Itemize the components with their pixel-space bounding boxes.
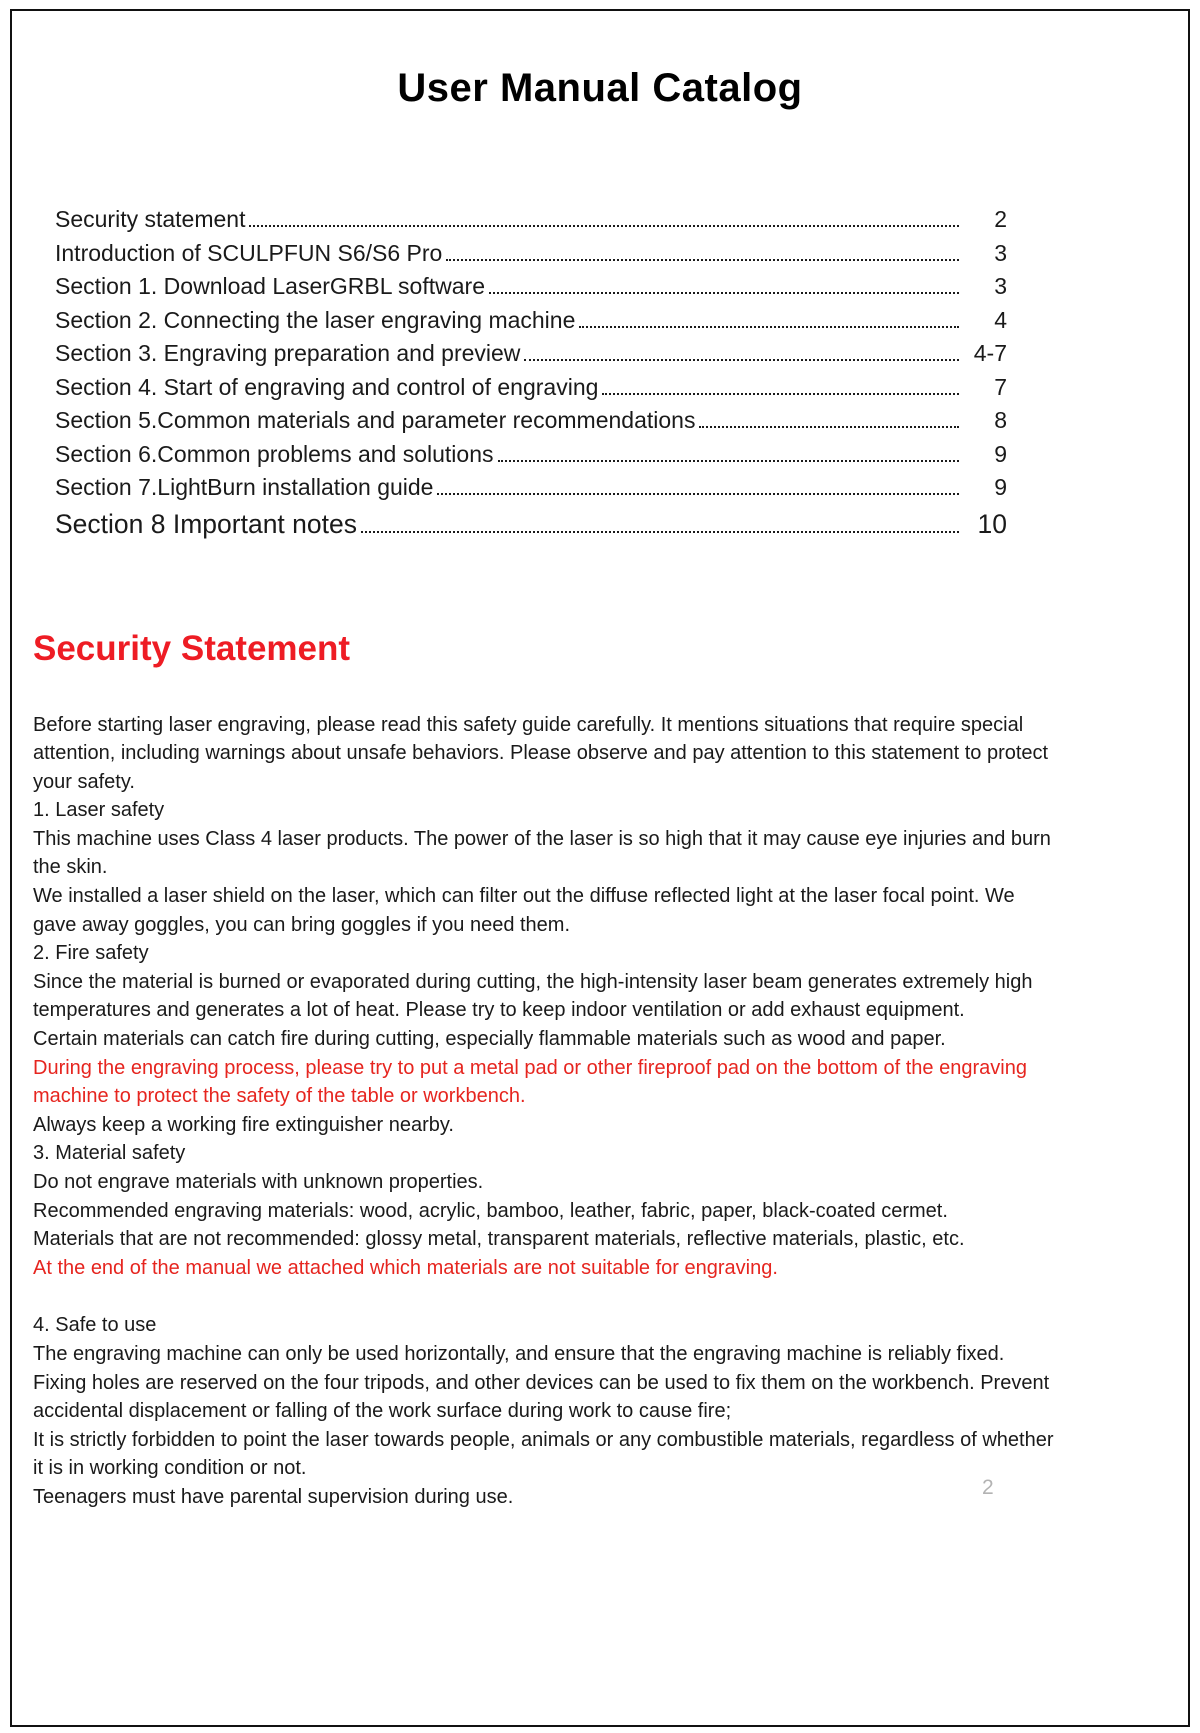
toc-dotted-leader xyxy=(249,225,959,227)
toc-item-label: Section 4. Start of engraving and control of engraving xyxy=(55,373,599,400)
toc-dotted-leader xyxy=(498,460,959,462)
toc-dotted-leader xyxy=(446,259,959,261)
toc-dotted-leader xyxy=(437,493,959,495)
toc-item xyxy=(55,404,1007,438)
paragraph: Certain materials can catch fire during cutting, especially flammable materials such as wood and paper. xyxy=(33,1028,946,1051)
toc-item xyxy=(55,505,1007,543)
toc-dotted-leader xyxy=(579,326,959,328)
toc-item-label: Security statement xyxy=(55,206,246,232)
toc-item xyxy=(55,471,1007,505)
paragraph: Do not engrave materials with unknown properties. xyxy=(33,1171,484,1193)
toc-item-page: 9 xyxy=(994,440,1007,467)
toc-item-page: 9 xyxy=(994,474,1007,500)
paragraph: 2. Fire safety xyxy=(33,942,149,965)
security-statement-heading: Security Statement xyxy=(33,628,351,668)
paragraph: This machine uses Class 4 laser products. The power of the laser is so high that it may cause eye injuries and burn the skin. xyxy=(33,827,1051,879)
toc-item-page: 4-7 xyxy=(973,340,1007,366)
toc-item-label: Section 6.Common problems and solutions xyxy=(55,440,494,467)
paragraph: Since the material is burned or evaporated during cutting, the high-intensity laser beam generates extremely high temperatures and generates a lot of heat. Please try to keep indoor ventilation or add exhaust equipment. xyxy=(33,970,1033,1022)
toc-item-label: Section 5.Common materials and parameter recommendations xyxy=(55,407,696,433)
toc-dotted-leader xyxy=(489,292,959,294)
toc-item-page: 7 xyxy=(994,373,1007,400)
toc-item xyxy=(55,304,1007,338)
toc-item-label: Section 8 Important notes xyxy=(55,508,357,539)
toc-item xyxy=(55,237,1007,271)
paragraph: 1. Laser safety xyxy=(33,799,165,822)
toc-item xyxy=(55,438,1007,472)
paragraph: Always keep a working fire extinguisher nearby. xyxy=(33,1113,454,1136)
paragraph: It is strictly forbidden to point the laser towards people, animals or any combustible materials, regardless of whether it is in working condition or not. xyxy=(33,1428,1054,1480)
paragraph: 3. Material safety xyxy=(33,1142,186,1165)
table-of-contents xyxy=(55,203,1007,543)
paragraph: Teenagers must have parental supervision during use. xyxy=(33,1485,514,1508)
toc-item-page: 2 xyxy=(994,206,1007,232)
toc-item-page: 8 xyxy=(994,407,1007,433)
toc-item-label: Section 2. Connecting the laser engraving machine xyxy=(55,306,576,333)
toc-item-label: Section 7.LightBurn installation guide xyxy=(55,474,434,500)
toc-item-page: 4 xyxy=(994,306,1007,333)
paragraph: Materials that are not recommended: glossy metal, transparent materials, reflective materials, plastic, etc. xyxy=(33,1228,965,1251)
toc-dotted-leader xyxy=(699,426,959,428)
paragraph: We installed a laser shield on the laser, which can filter out the diffuse reflected light at the laser focal point. We gave away goggles, you can bring goggles if you need them. xyxy=(33,885,1015,936)
toc-item-label: Section 3. Engraving preparation and preview xyxy=(55,340,521,366)
toc-dotted-leader xyxy=(524,359,959,361)
page-number: 2 xyxy=(982,1476,994,1499)
toc-item xyxy=(55,371,1007,405)
toc-item-page: 3 xyxy=(994,273,1007,299)
page-title: User Manual Catalog xyxy=(397,66,803,110)
toc-dotted-leader xyxy=(602,393,959,395)
paragraph: During the engraving process, please try to put a metal pad or other fireproof pad on the bottom of the engraving machine to protect the safety of the table or workbench. xyxy=(33,1056,1027,1108)
paragraph: 4. Safe to use xyxy=(33,1314,157,1337)
paragraph: Recommended engraving materials: wood, acrylic, bamboo, leather, fabric, paper, black-coated cermet. xyxy=(33,1199,948,1222)
paragraph: The engraving machine can only be used horizontally, and ensure that the engraving machine is reliably fixed. Fixing holes are reserved on the four tripods, and other devices can be used to fix them on the workbench. Prevent accidental displacement or falling of the work surface during work to cause fire; xyxy=(33,1342,1050,1423)
paragraph: At the end of the manual we attached which materials are not suitable for engraving. xyxy=(33,1256,778,1279)
paragraph: Before starting laser engraving, please read this safety guide carefully. It mentions situations that require special attention, including warnings about unsafe behaviors. Please observe and pay attention to this statement to protect your safety. xyxy=(33,713,1049,793)
toc-item-label: Introduction of SCULPFUN S6/S6 Pro xyxy=(55,239,443,266)
toc-item xyxy=(55,203,1007,237)
toc-item-page: 10 xyxy=(977,508,1007,539)
toc-item xyxy=(55,337,1007,371)
toc-item-page: 3 xyxy=(994,239,1007,266)
security-statement-body xyxy=(33,711,1055,1512)
toc-dotted-leader xyxy=(361,531,959,533)
toc-item-label: Section 1. Download LaserGRBL software xyxy=(55,273,485,299)
toc-item xyxy=(55,270,1007,304)
